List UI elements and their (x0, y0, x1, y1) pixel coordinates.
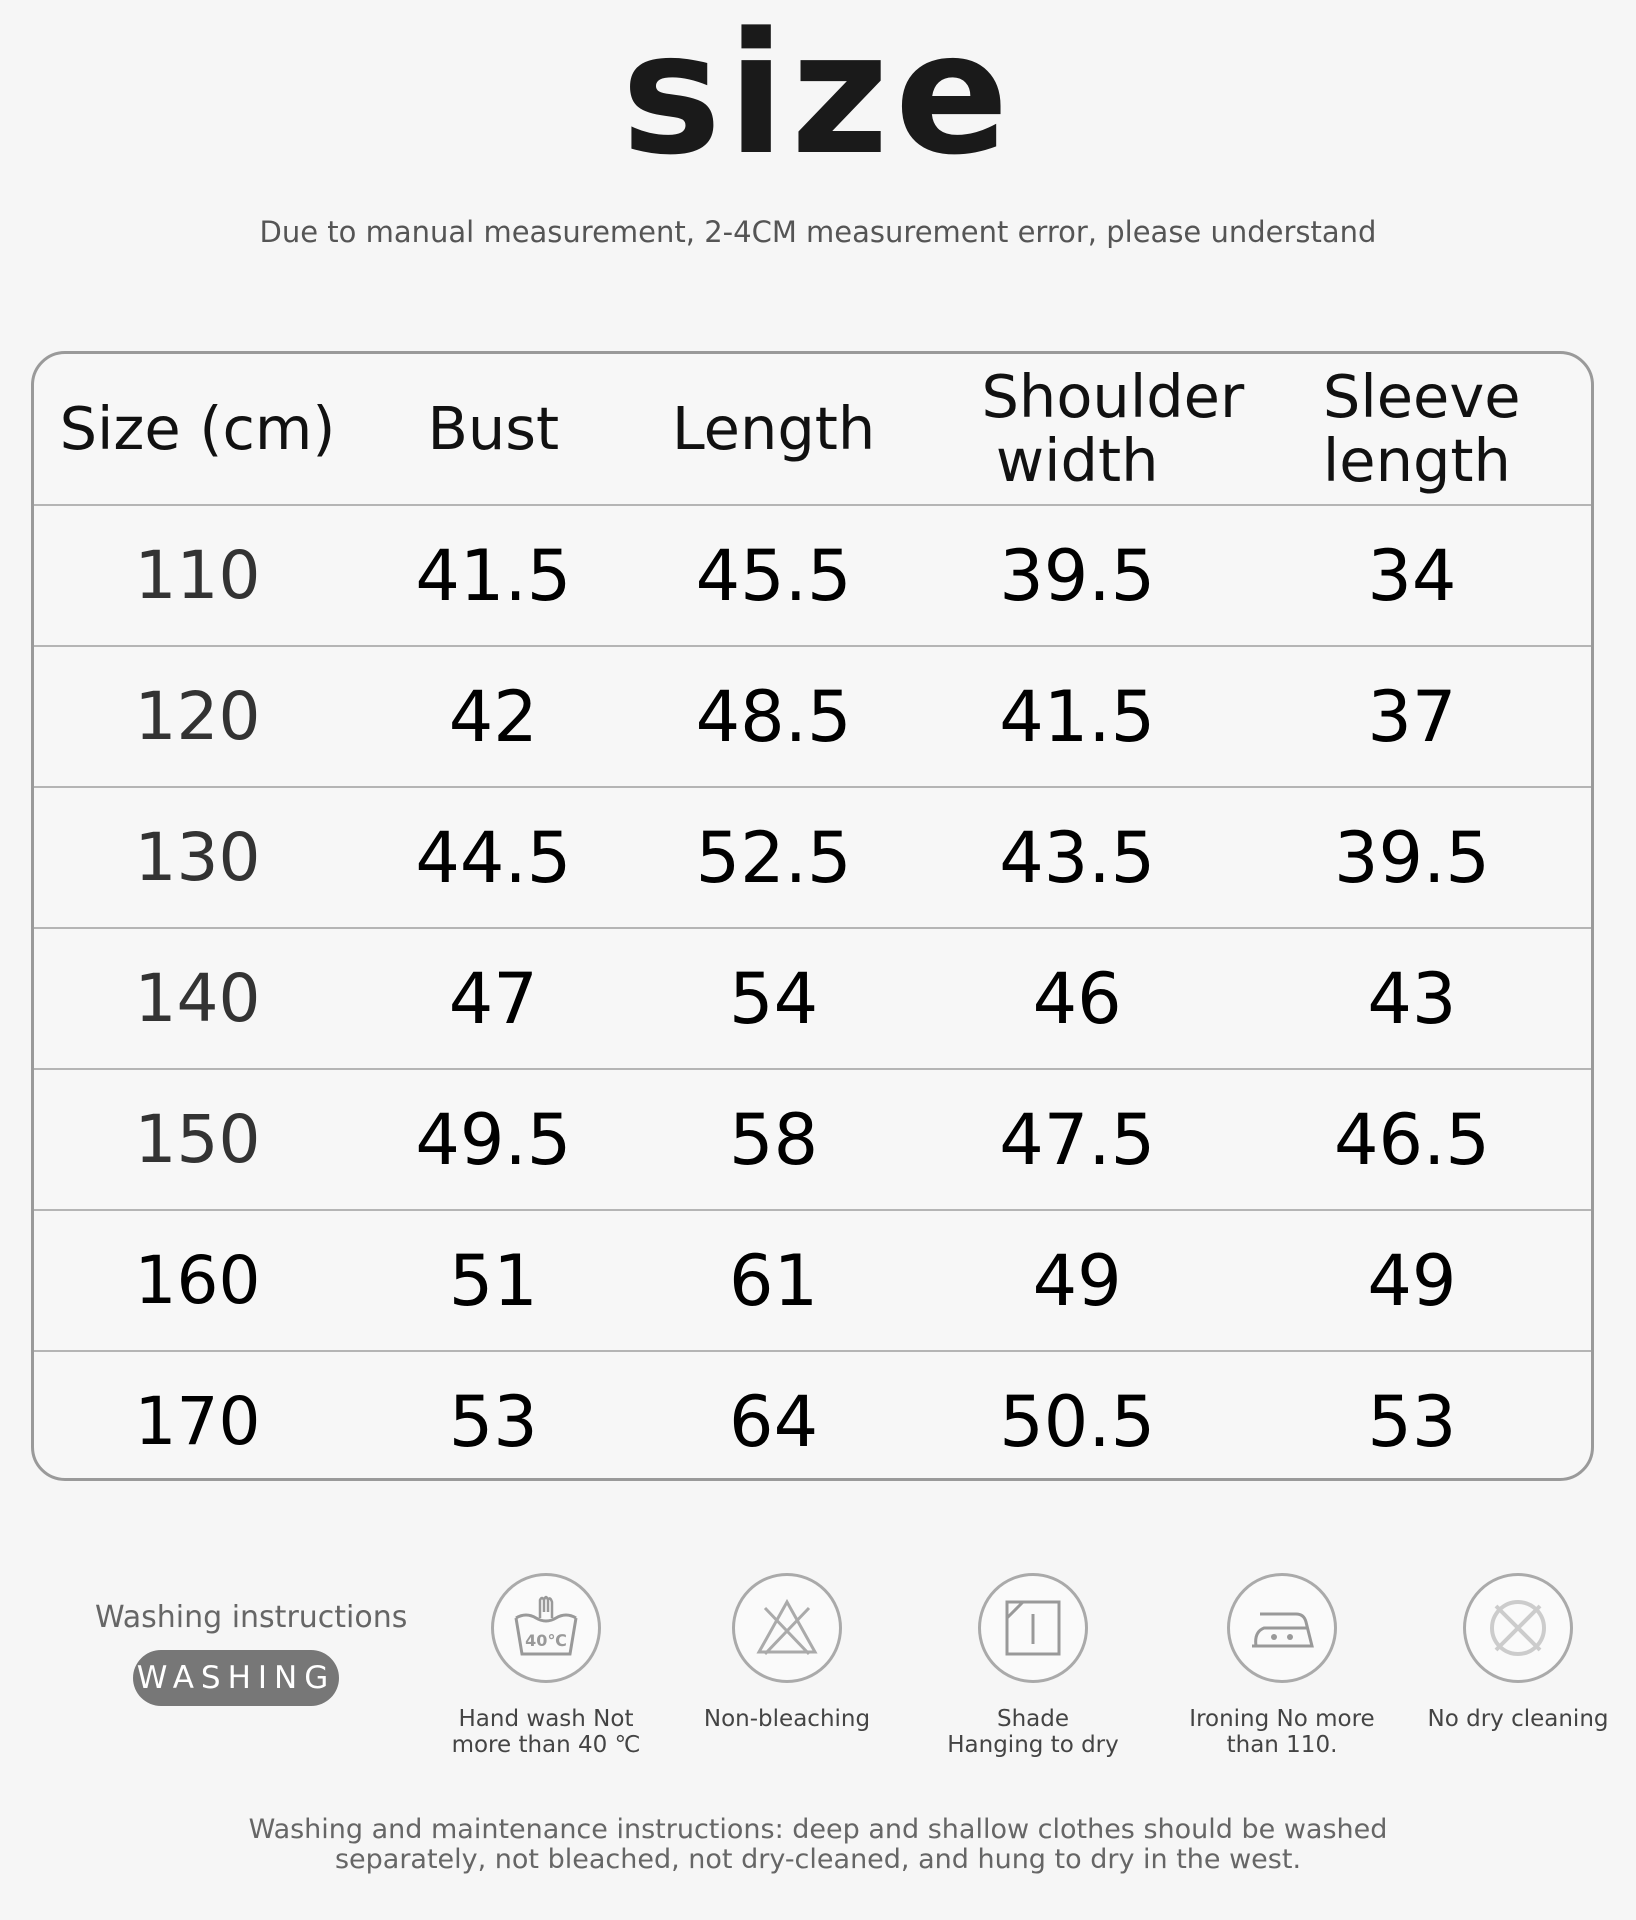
care-label-line: Non-bleaching (703, 1706, 871, 1732)
care-label-line: Ironing No more (1189, 1706, 1375, 1732)
cell-sleeve-length: 37 (1233, 646, 1591, 787)
cell-shoulder-width: 50.5 (999, 1380, 1156, 1463)
header-length: Length (626, 354, 922, 505)
cell-bust: 47 (361, 928, 626, 1069)
care-label-line: No dry cleaning (1427, 1706, 1609, 1732)
care-label (1157, 1707, 1407, 1759)
care-label (421, 1707, 671, 1759)
measurement-note: Due to manual measurement, 2-4CM measurement error, please understand (259, 215, 1377, 249)
cell-length: 64 (729, 1380, 819, 1463)
care-label-line: Hanging to dry (947, 1731, 1119, 1758)
cell-bust: 44.5 (361, 787, 626, 928)
cell-sleeve-length: 34 (1233, 505, 1591, 646)
maintenance-note-line: separately, not bleached, not dry-cleaned, and hung to dry in the west. (334, 1844, 1302, 1876)
maintenance-note-line: Washing and maintenance instructions: deep and shallow clothes should be washed (248, 1814, 1388, 1845)
cell-size: 170 (134, 1383, 261, 1460)
care-item-ironing (1157, 1573, 1407, 1759)
cell-length: 52.5 (626, 787, 922, 928)
cell-shoulder-width: 46 (921, 928, 1232, 1069)
table-row (34, 1210, 1591, 1351)
cell-sleeve-length: 53 (1367, 1380, 1457, 1463)
table-row (34, 505, 1591, 646)
cell-size: 140 (34, 928, 361, 1069)
table-row (34, 787, 1591, 928)
cell-shoulder-width: 43.5 (921, 787, 1232, 928)
cell-bust: 41.5 (361, 505, 626, 646)
iron-icon (1227, 1573, 1337, 1683)
cell-sleeve-length: 49 (1233, 1210, 1591, 1351)
shade-dry-icon (978, 1573, 1088, 1683)
cell-length: 45.5 (626, 505, 922, 646)
washing-badge: WASHING (133, 1650, 339, 1706)
cell-shoulder-width: 41.5 (921, 646, 1232, 787)
header-bust: Bust (361, 354, 626, 505)
cell-bust: 42 (361, 646, 626, 787)
table-header-row (34, 354, 1591, 505)
no-dry-clean-icon (1463, 1573, 1573, 1683)
care-label (662, 1707, 912, 1733)
table-row (34, 928, 1591, 1069)
cell-size: 110 (34, 505, 361, 646)
header-size: Size (cm) (34, 354, 361, 505)
header-shoulder-width: Shoulder width (921, 354, 1232, 505)
care-item-hand-wash (421, 1573, 671, 1759)
care-label (908, 1707, 1158, 1759)
table-row (34, 1351, 1591, 1481)
header-sleeve-length: Sleeve length (1233, 354, 1591, 505)
cell-size: 130 (34, 787, 361, 928)
size-table-card (31, 351, 1594, 1481)
maintenance-note (0, 1815, 1636, 1875)
table-row (34, 646, 1591, 787)
cell-sleeve-length: 46.5 (1233, 1069, 1591, 1210)
cell-length: 61 (626, 1210, 922, 1351)
care-item-non-bleaching (662, 1573, 912, 1733)
care-label-line: Hand wash Not (458, 1706, 634, 1732)
cell-bust: 53 (448, 1380, 538, 1463)
cell-length: 58 (626, 1069, 922, 1210)
care-label-line: Shade (996, 1706, 1070, 1732)
cell-size: 150 (34, 1069, 361, 1210)
care-item-shade-dry (908, 1573, 1158, 1759)
table-row (34, 1069, 1591, 1210)
care-label-line: more than 40 ℃ (451, 1731, 641, 1758)
cell-shoulder-width: 47.5 (921, 1069, 1232, 1210)
no-bleach-icon (732, 1573, 842, 1683)
washing-instructions-title: Washing instructions (95, 1600, 408, 1635)
cell-size: 120 (34, 646, 361, 787)
care-label (1393, 1707, 1636, 1733)
cell-shoulder-width: 39.5 (921, 505, 1232, 646)
care-item-no-dry-cleaning (1393, 1573, 1636, 1733)
cell-bust: 49.5 (361, 1069, 626, 1210)
cell-bust: 51 (361, 1210, 626, 1351)
hand-wash-40-icon (491, 1573, 601, 1683)
cell-sleeve-length: 39.5 (1233, 787, 1591, 928)
cell-sleeve-length: 43 (1233, 928, 1591, 1069)
size-table (34, 354, 1591, 1481)
cell-length: 54 (626, 928, 922, 1069)
cell-shoulder-width: 49 (921, 1210, 1232, 1351)
page-title: size (621, 0, 1015, 192)
care-label-line: than 110. (1226, 1731, 1338, 1758)
cell-length: 48.5 (626, 646, 922, 787)
cell-size: 160 (34, 1210, 361, 1351)
svg-text:40℃: 40℃ (525, 1631, 567, 1650)
